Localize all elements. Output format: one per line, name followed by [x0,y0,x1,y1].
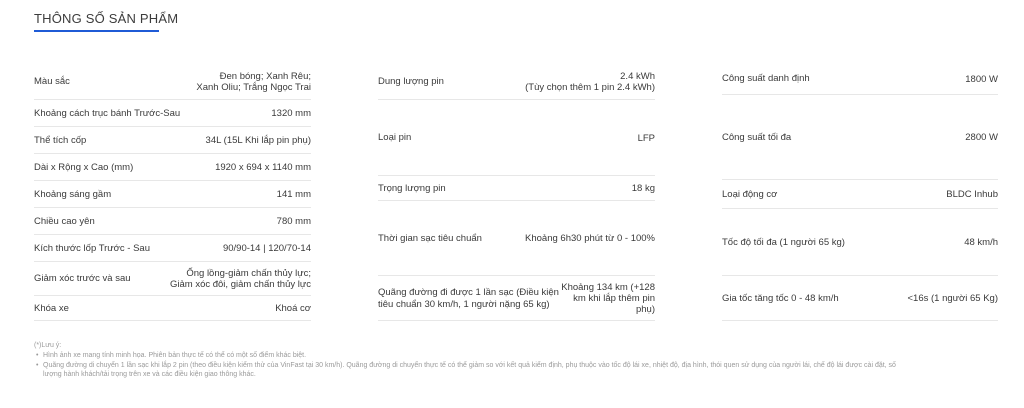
spec-value: Khoá cơ [275,303,311,314]
spec-label: Dài x Rộng x Cao (mm) [34,161,134,173]
spec-label: Kích thước lốp Trước - Sau [34,242,150,254]
spec-value: 90/90-14 | 120/70-14 [222,243,311,254]
spec-label: Dung lượng pin [378,75,444,87]
spec-label: Loại động cơ [722,188,778,200]
spec-value: 141 mm [276,189,311,200]
spec-value: <16s (1 người 65 Kg) [907,293,998,304]
page-title: THÔNG SỐ SẢN PHẨM [34,11,179,26]
spec-row-wheelbase [34,101,311,127]
spec-value: LFP [637,132,655,144]
spec-label: Công suất danh định [722,73,810,84]
spec-label: Loại pin [378,132,412,143]
spec-label: Gia tốc tăng tốc 0 - 48 km/h [722,292,839,304]
spec-value: 48 km/h [964,237,998,248]
spec-value: Đen bóng; Xanh Rêu; Xanh Oliu; Trắng Ngọc Trai [196,70,311,93]
title-underline [34,30,159,32]
spec-row-max-power [722,96,998,180]
spec-label: Quãng đường đi được 1 lần sạc (Điều kiện tiêu chuẩn 30 km/h, 1 người nặng 65 kg) [378,286,559,310]
spec-label: Khoảng sáng gầm [34,188,112,200]
spec-row-lock [34,297,311,321]
spec-value: BLDC Inhub [946,189,998,200]
spec-value: 1320 mm [271,108,311,119]
spec-label: Màu sắc [34,75,70,87]
spec-value: 18 kg [631,183,655,194]
note-item: • Hình ảnh xe mang tính minh họa. Phiên bản thực tế có thể có một số điểm khác biệt. [34,351,1004,361]
spec-label: Thời gian sạc tiêu chuẩn [378,232,482,244]
spec-label: Chiều cao yên [34,215,95,227]
spec-row-battery-type [378,101,655,176]
spec-value: 2.4 kWh (Tùy chọn thêm 1 pin 2.4 kWh) [525,70,655,93]
spec-row-acceleration [722,277,998,321]
spec-label: Thể tích cốp [34,134,87,146]
spec-label: Tốc độ tối đa (1 người 65 kg) [722,236,845,248]
notes-heading: (*)Lưu ý: [34,342,62,349]
spec-value: Ống lồng-giảm chấn thủy lực; Giảm xóc đôi, giảm chấn thủy lực [169,268,311,290]
spec-value: 1800 W [965,73,998,85]
spec-value: 1920 x 694 x 1140 mm [215,162,311,173]
spec-row-color [34,64,311,100]
spec-row-seat-height [34,209,311,235]
spec-value: Khoảng 134 km (+128 km khi lắp thêm pin phụ) [561,282,655,315]
spec-row-suspension [34,263,311,296]
spec-row-range [378,277,655,321]
spec-row-max-speed [722,210,998,276]
spec-label: Khóa xe [34,302,69,314]
spec-value: 34L (15L Khi lắp pin phụ) [205,135,311,146]
spec-row-charge-time [378,202,655,276]
spec-row-trunk [34,128,311,154]
spec-row-battery-capacity [378,64,655,100]
spec-row-motor-type [722,181,998,209]
spec-value: Khoảng 6h30 phút từ 0 - 100% [525,233,655,244]
disclaimer-notes [34,341,1004,380]
spec-value: 780 mm [276,216,311,227]
spec-label: Công suất tối đa [722,131,792,143]
spec-label: Giảm xóc trước và sau [34,273,131,284]
spec-value: 2800 W [965,132,998,143]
spec-label: Khoảng cách trục bánh Trước-Sau [34,107,181,119]
spec-row-dimensions [34,155,311,181]
spec-row-ground-clearance [34,182,311,208]
spec-row-rated-power [722,64,998,95]
note-item: • Quãng đường di chuyển 1 lần sạc khi lắp 2 pin (theo điều kiện kiểm thử của VinFast tại 30 km/h). Quãng đường di chuyển thực tế có thể giảm so với kết quả kiểm định, phụ thuộc vào tốc độ lái xe, nhiệt độ, địa hình, thói quen sử dụng của người lái, chế độ lái được cài đặt, số lượng hành khách/tải trọng trên xe và các điều kiện giao thông khác. [34,361,1004,381]
spec-row-tire-size [34,236,311,262]
spec-row-battery-weight [378,177,655,201]
spec-label: Trọng lượng pin [378,182,446,194]
